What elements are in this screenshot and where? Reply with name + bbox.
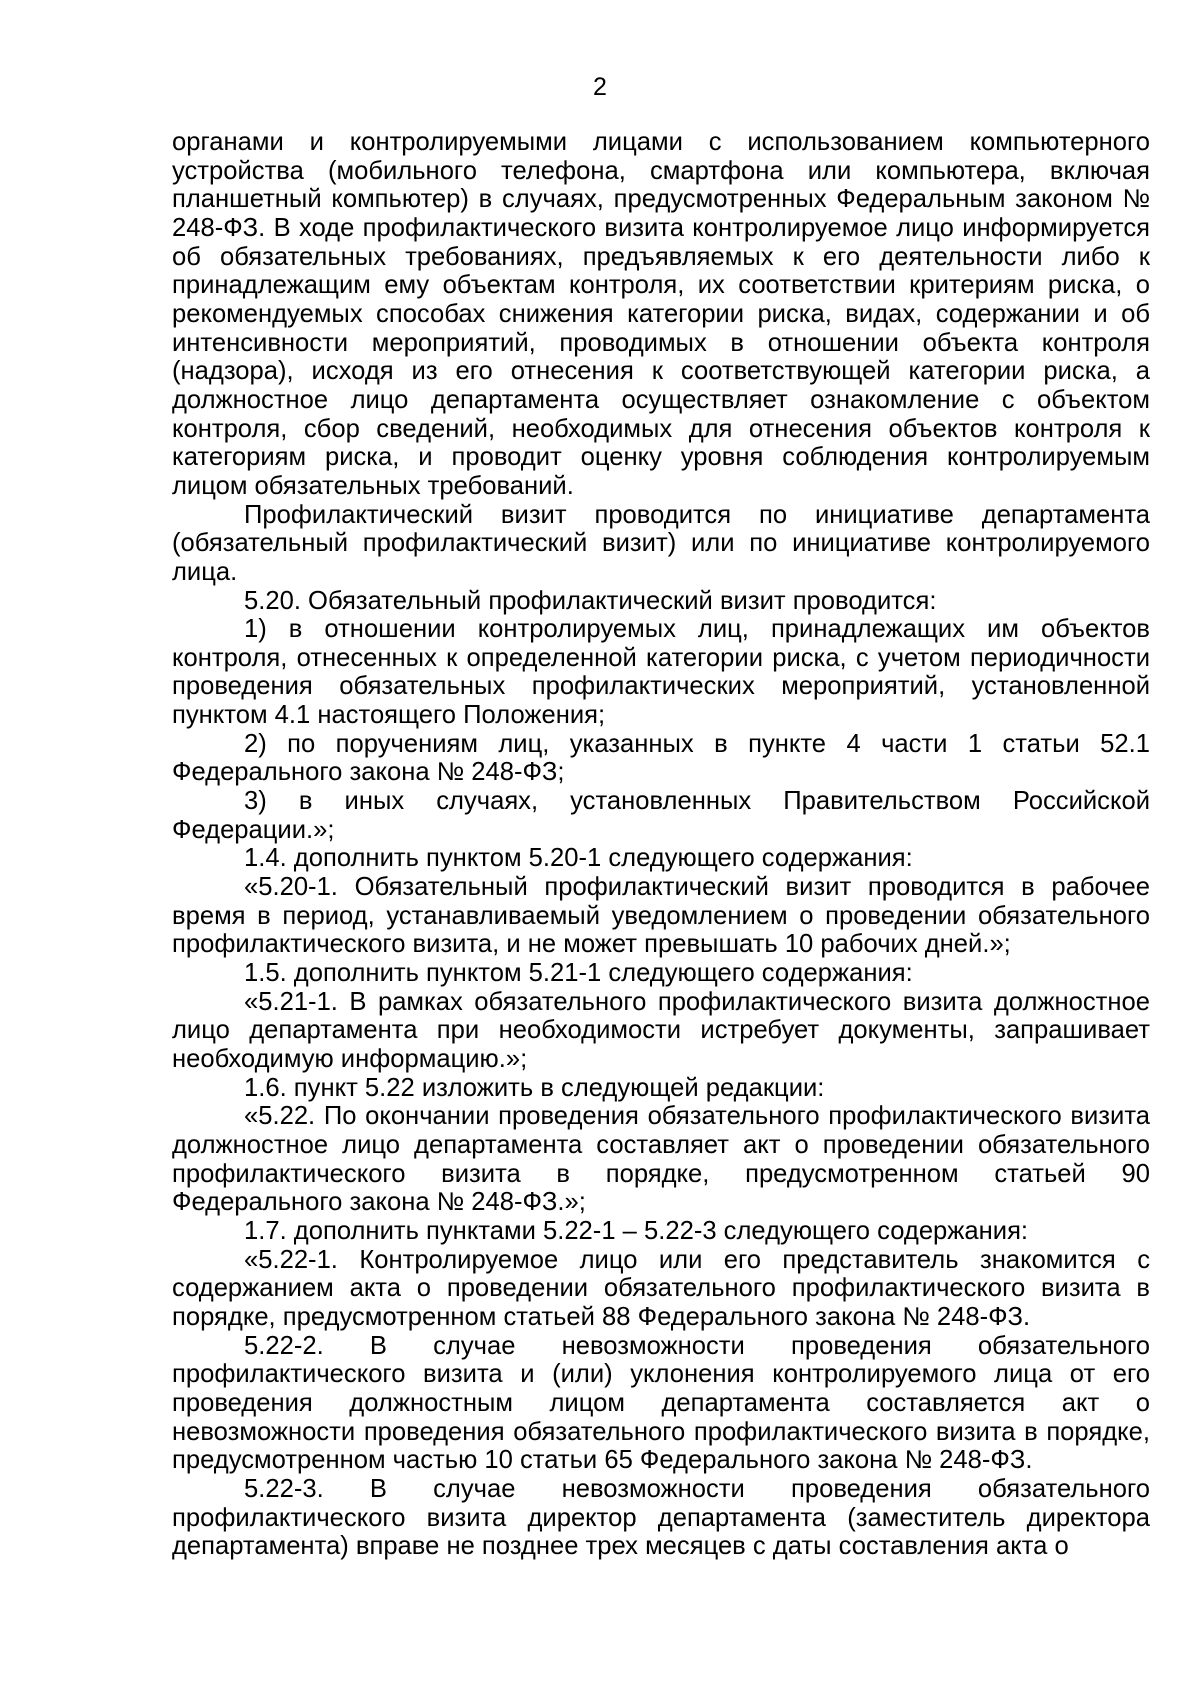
paragraph: «5.21-1. В рамках обязательного профилактического визита должностное лицо департамента при необходимости истребует документы, запрашивает необходимую информацию.»; (172, 987, 1150, 1073)
paragraph: 3) в иных случаях, установленных Правительством Российской Федерации.»; (172, 787, 1150, 844)
paragraph: «5.22. По окончании проведения обязательного профилактического визита должностное лицо департамента составляет акт о проведении обязательного профилактического визита в порядке, предусмотренном статьей 90 Федерального закона № 248-ФЗ.»; (172, 1102, 1150, 1217)
paragraph: 5.22-3. В случае невозможности проведения обязательного профилактического визита директор департамента (заместитель директора департамента) вправе не позднее трех месяцев с даты составления акта о (172, 1474, 1150, 1561)
paragraph: 2) по поручениям лиц, указанных в пункте 4 части 1 статьи 52.1 Федерального закона № 248-ФЗ; (172, 729, 1150, 787)
paragraph: 5.20. Обязательный профилактический визит проводится: (244, 586, 937, 615)
paragraph: 1.4. дополнить пунктом 5.20-1 следующего содержания: (244, 844, 913, 873)
paragraph: 1) в отношении контролируемых лиц, принадлежащих им объектов контроля, отнесенных к определенной категории риска, с учетом периодичности проведения обязательных профилактических мероприятий, установленной пунктом 4.1 настоящего Положения; (172, 615, 1150, 730)
paragraph: Профилактический визит проводится по инициативе департамента (обязательный профилактический визит) или по инициативе контролируемого лица. (172, 500, 1150, 586)
paragraph: 5.22-2. В случае невозможности проведения обязательного профилактического визита и (или) уклонения контролируемого лица от его проведения должностным лицом департамента составляется акт о невозможности проведения обязательного профилактического визита в порядке, предусмотренном частью 10 статьи 65 Федерального закона № 248-ФЗ. (172, 1331, 1150, 1475)
paragraph: «5.20-1. Обязательный профилактический визит проводится в рабочее время в период, устанавливаемый уведомлением о проведении обязательного профилактического визита, и не может превышать 10 рабочих дней.»; (172, 873, 1150, 959)
paragraph: 1.7. дополнить пунктами 5.22-1 – 5.22-3 следующего содержания: (244, 1216, 1029, 1245)
page-number: 2 (593, 73, 607, 101)
paragraph: 1.6. пункт 5.22 изложить в следующей редакции: (244, 1073, 825, 1102)
paragraph: органами и контролируемыми лицами с использованием компьютерного устройства (мобильного телефона, смартфона или компьютера, включая планшетный компьютер) в случаях, предусмотренных Федеральным законом № 248-ФЗ. В ходе профилактического визита контролируемое лицо информируется об обязательных требованиях, предъявляемых к его деятельности либо к принадлежащим ему объектам контроля, их соответствии критериям риска, о рекомендуемых способах снижения категории риска, видах, содержании и об интенсивности мероприятий, проводимых в отношении объекта контроля (надзора), исходя из его отнесения к соответствующей категории риска, а должностное лицо департамента осуществляет ознакомление с объектом контроля, сбор сведений, необходимых для отнесения объектов контроля к категориям риска, и проводит оценку уровня соблюдения контролируемым лицом обязательных требований. (172, 128, 1150, 500)
paragraph: 1.5. дополнить пунктом 5.21-1 следующего содержания: (244, 959, 913, 988)
paragraph: «5.22-1. Контролируемое лицо или его представитель знакомится с содержанием акта о проведении обязательного профилактического визита в порядке, предусмотренном статьей 88 Федерального закона № 248-ФЗ. (172, 1245, 1150, 1331)
document-body (172, 128, 1150, 1561)
